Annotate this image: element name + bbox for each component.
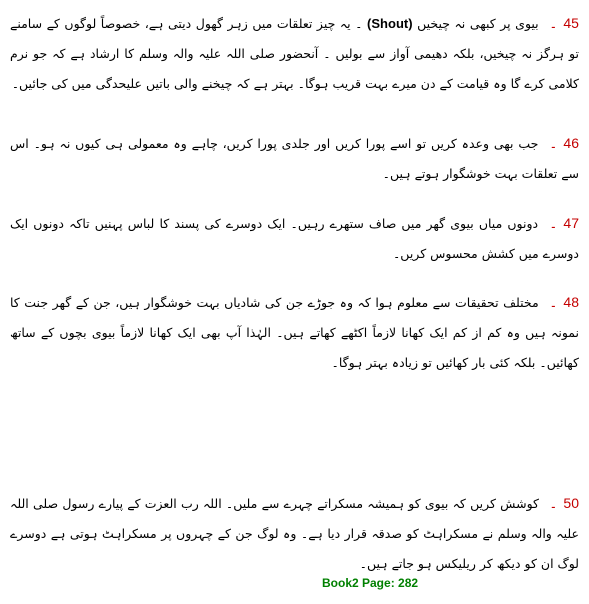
paragraph-45 xyxy=(10,8,579,99)
paragraph-number: 47 xyxy=(563,215,579,231)
paragraph-50 xyxy=(10,488,579,579)
paragraph-48 xyxy=(10,287,579,378)
paragraph-47 xyxy=(10,208,579,269)
paragraph-text: جب بھی وعدہ کریں تو اسے پورا کریں اور جلدی پورا کریں، چاہے وہ معمولی ہی کیوں نہ ہو۔ اس سے تعلقات بہت خوشگوار ہوتے ہیں۔ xyxy=(10,136,579,181)
paragraph-number: 48 xyxy=(563,294,579,310)
paragraph-number: 45 xyxy=(563,15,579,31)
paragraph-46 xyxy=(10,128,579,189)
paragraph-number-dash: ۔ xyxy=(549,495,558,511)
paragraph-text-start: بیوی پر کبھی نہ چیخیں xyxy=(417,16,539,31)
paragraph-number-dash: ۔ xyxy=(549,215,558,231)
paragraph-text-rest: ۔ یہ چیز تعلقات میں زہر گھول دیتی ہے، خصوصاً لوگوں کے سامنے تو ہرگز نہ چیخیں، بلکہ دھیمی آواز سے بولیں ۔ آنحضور صلی اللہ علیہ والہ وسلم کا ارشاد ہے کہ جو نرم کلامی کرے گا وہ قیامت کے دن میرے بہت قریب ہوگا۔ بہتر ہے کہ چیخنے والی باتیں علیحدگی میں کی جائیں۔ xyxy=(10,16,579,91)
paragraph-number-dash: ۔ xyxy=(549,135,558,151)
english-term: (Shout) xyxy=(367,16,413,31)
paragraph-number: 50 xyxy=(563,495,579,511)
paragraph-text: مختلف تحقیقات سے معلوم ہوا کہ وہ جوڑے جن کی شادیاں بہت خوشگوار ہیں، جن کے گھر جنت کا نمونہ ہیں وہ کم از کم ایک کھانا لازماً اکٹھے کھاتے ہیں۔ الہٰذا آپ بھی ایک کھانا لازماً بیوی بچوں کے ساتھ کھائیں۔ بلکہ کئی بار کھائیں تو زیادہ بہتر ہوگا۔ xyxy=(10,295,579,370)
paragraph-text: دونوں میاں بیوی گھر میں صاف ستھرے رہیں۔ ایک دوسرے کی پسند کا لباس پہنیں تاکہ دونوں ایک دوسرے میں کشش محسوس کریں۔ xyxy=(10,216,579,261)
paragraph-number-dash: ۔ xyxy=(549,294,558,310)
page-footer: Book2 Page: 282 xyxy=(322,576,419,590)
paragraph-number: 46 xyxy=(563,135,579,151)
paragraph-number-dash: ۔ xyxy=(549,15,558,31)
paragraph-text: کوشش کریں کہ بیوی کو ہمیشہ مسکراتے چہرے سے ملیں۔ اللہ رب العزت کے پیارے رسول صلی اللہ علیہ والہ وسلم نے مسکراہٹ کو صدقہ قرار دیا ہے۔ وہ لوگ جن کے چہروں پر مسکراہٹ ہوتی ہے دوسرے لوگ ان کو دیکھ کر ریلیکس ہو جاتے ہیں۔ xyxy=(10,496,579,571)
